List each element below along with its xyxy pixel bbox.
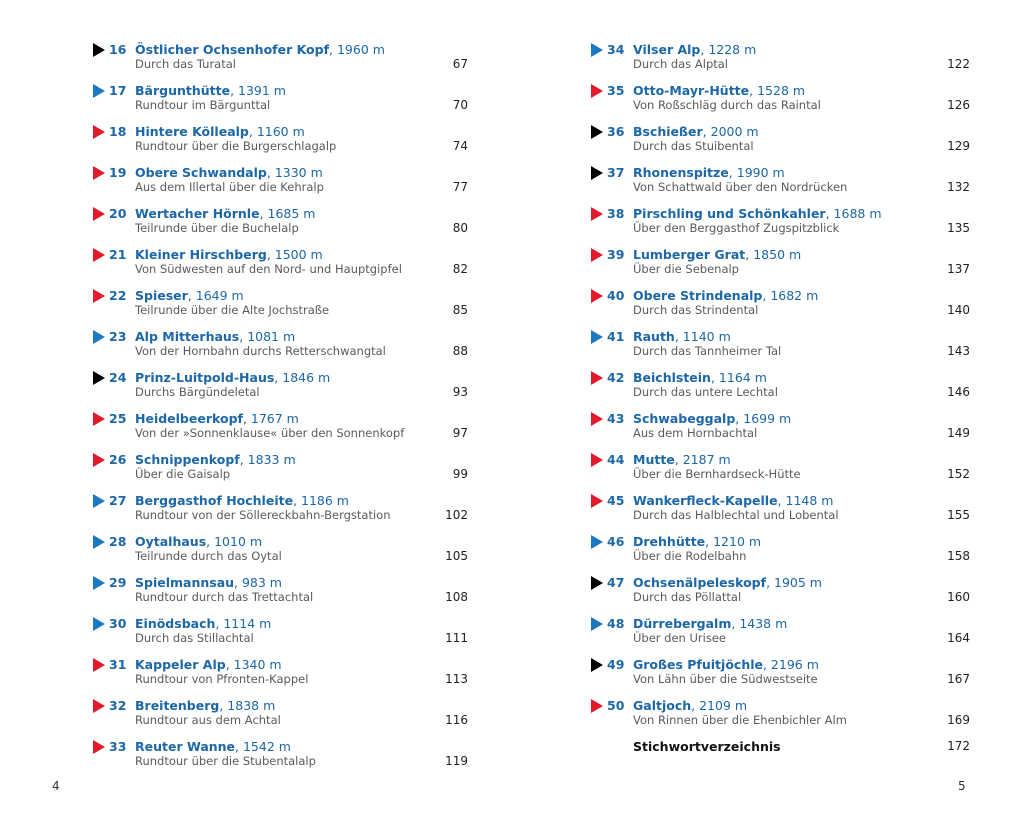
toc-entry[interactable] [92,407,562,448]
tour-page-number: 135 [947,221,970,235]
toc-entry[interactable] [92,202,562,243]
difficulty-triangle-icon [591,166,603,180]
tour-subtitle: Teilrunde über die Buchelalp [135,221,299,235]
tour-altitude: , 1682 m [762,288,819,303]
tour-altitude: , 1850 m [745,247,802,262]
tour-name: Schnippenkopf [135,452,240,467]
toc-entry[interactable] [92,120,562,161]
difficulty-triangle-icon [93,494,105,508]
tour-altitude: , 1960 m [329,42,385,57]
tour-subtitle: Von Schattwald über den Nordrücken [633,180,848,194]
tour-name: Großes Pfuitjöchle [633,657,763,672]
difficulty-triangle-icon [591,289,603,303]
toc-entry[interactable] [590,38,970,79]
tour-number: 22 [109,288,127,303]
tour-altitude: , 1330 m [266,165,323,180]
tour-subtitle: Rundtour im Bärgunttal [135,98,271,112]
difficulty-triangle-icon [591,412,603,426]
difficulty-triangle-icon [93,207,105,221]
tour-page-number: 74 [452,139,468,153]
tour-page-number: 116 [445,713,468,727]
tour-name: Lumberger Grat [633,247,746,262]
tour-subtitle: Über die Gaisalp [135,467,231,481]
tour-title [633,83,805,98]
tour-page-number: 149 [947,426,970,440]
tour-page-number: 167 [947,672,970,686]
page-number-left: 4 [52,779,60,793]
tour-number: 38 [607,206,625,221]
tour-page-number: 88 [452,344,468,358]
tour-title [135,616,271,631]
page-number-right: 5 [958,779,966,793]
tour-page-number: 129 [947,139,970,153]
tour-number: 21 [109,247,127,262]
toc-entry[interactable] [590,653,970,694]
tour-subtitle: Durch das Alptal [633,57,728,71]
tour-number: 44 [607,452,625,467]
difficulty-triangle-icon [591,658,603,672]
tour-subtitle: Rundtour durch das Trettachtal [135,590,314,604]
toc-entry[interactable] [92,694,562,735]
tour-title [135,288,244,303]
tour-title [135,575,282,590]
tour-title [633,452,731,467]
tour-number: 16 [109,42,127,57]
tour-page-number: 99 [452,467,468,481]
difficulty-triangle-icon [591,371,603,385]
toc-entry[interactable] [92,161,562,202]
difficulty-triangle-icon [591,576,603,590]
tour-subtitle: Von Lähn über die Südwestseite [633,672,818,686]
tour-altitude: , 1081 m [239,329,296,344]
difficulty-triangle-icon [93,125,105,139]
tour-page-number: 155 [947,508,970,522]
tour-name: Einödsbach [135,616,216,631]
tour-name: Bschießer [633,124,703,139]
tour-number: 49 [607,657,625,672]
tour-title [633,165,785,180]
toc-entry[interactable] [590,448,970,489]
toc-right-page [590,38,970,776]
toc-entry[interactable] [590,202,970,243]
tour-page-number: 85 [452,303,468,317]
tour-altitude: , 1140 m [674,329,731,344]
difficulty-triangle-icon [93,453,105,467]
tour-number: 47 [607,575,625,590]
tour-title [135,83,286,98]
tour-name: Obere Schwandalp [135,165,267,180]
tour-title [135,206,316,221]
tour-altitude: , 1438 m [731,616,788,631]
tour-subtitle: Durchs Bärgündeletal [135,385,260,399]
toc-entry[interactable] [92,366,562,407]
tour-name: Wertacher Hörnle [135,206,260,221]
tour-subtitle: Von der Hornbahn durchs Retterschwangtal [135,344,386,358]
tour-altitude: , 1905 m [766,575,822,590]
tour-subtitle: Durch das Strindental [633,303,759,317]
difficulty-triangle-icon [93,43,105,57]
difficulty-triangle-icon [591,125,603,139]
tour-title [633,534,761,549]
tour-number: 46 [607,534,625,549]
tour-title [633,493,833,508]
tour-subtitle: Von der »Sonnenklause« über den Sonnenkopf [135,426,405,440]
tour-subtitle: Über die Rodelbahn [633,549,747,563]
tour-altitude: , 1186 m [293,493,349,508]
tour-number: 40 [607,288,625,303]
tour-name: Hintere Köllealp [135,124,249,139]
difficulty-triangle-icon [93,248,105,262]
tour-title [633,329,731,344]
tour-number: 24 [109,370,127,385]
tour-name: Dürrebergalm [633,616,732,631]
difficulty-triangle-icon [93,535,105,549]
tour-title [135,411,299,426]
tour-title [135,165,323,180]
toc-entry[interactable] [92,653,562,694]
tour-page-number: 93 [452,385,468,399]
tour-title [135,329,295,344]
tour-name: Obere Strindenalp [633,288,763,303]
tour-name: Oytalhaus [135,534,207,549]
tour-name: Drehhütte [633,534,706,549]
tour-subtitle: Aus dem Hornbachtal [633,426,758,440]
tour-title [135,370,330,385]
tour-name: Östlicher Ochsenhofer Kopf [135,42,330,57]
tour-number: 42 [607,370,625,385]
tour-altitude: , 1833 m [239,452,296,467]
tour-number: 43 [607,411,625,426]
toc-entry[interactable] [92,612,562,653]
tour-altitude: , 1164 m [710,370,767,385]
tour-subtitle: Rundtour aus dem Achtal [135,713,281,727]
tour-altitude: , 2000 m [702,124,759,139]
tour-subtitle: Teilrunde über die Alte Jochstraße [135,303,330,317]
tour-subtitle: Über den Berggasthof Zugspitzblick [633,221,840,235]
tour-name: Rauth [633,329,675,344]
difficulty-triangle-icon [93,740,105,754]
tour-name: Alp Mitterhaus [135,329,240,344]
difficulty-triangle-icon [591,535,603,549]
tour-page-number: 119 [445,754,468,768]
tour-name: Schwabeggalp [633,411,736,426]
difficulty-triangle-icon [93,330,105,344]
tour-title [135,124,305,139]
difficulty-triangle-icon [591,84,603,98]
toc-entry[interactable] [92,735,562,776]
toc-entry[interactable] [92,571,562,612]
tour-title [135,452,296,467]
tour-title [633,575,822,590]
tour-subtitle: Teilrunde durch das Oytal [135,549,282,563]
tour-subtitle: Über die Sebenalp [633,262,739,276]
tour-page-number: 111 [445,631,468,645]
tour-number: 19 [109,165,127,180]
tour-number: 37 [607,165,625,180]
tour-title [135,247,323,262]
index-page-number: 172 [947,739,970,753]
tour-subtitle: Durch das Stillachtal [135,631,254,645]
tour-title [135,493,349,508]
tour-subtitle: Rundtour über die Burgerschlagalp [135,139,337,153]
tour-subtitle: Durch das Tannheimer Tal [633,344,782,358]
tour-altitude: , 1114 m [215,616,272,631]
toc-entry[interactable] [92,243,562,284]
tour-name: Reuter Wanne [135,739,236,754]
tour-name: Kappeler Alp [135,657,226,672]
tour-page-number: 113 [445,672,468,686]
tour-altitude: , 1500 m [266,247,323,262]
tour-altitude: , 1528 m [749,83,806,98]
tour-name: Spielmannsau [135,575,235,590]
difficulty-triangle-icon [591,494,603,508]
toc-entry[interactable] [590,694,970,735]
tour-altitude: , 983 m [234,575,282,590]
toc-entry[interactable] [92,284,562,325]
toc-entry[interactable] [92,489,562,530]
tour-name: Rhonenspitze [633,165,729,180]
tour-title [633,42,756,57]
tour-altitude: , 1228 m [700,42,757,57]
toc-entry[interactable] [590,612,970,653]
tour-altitude: , 1160 m [248,124,305,139]
tour-page-number: 146 [947,385,970,399]
tour-page-number: 169 [947,713,970,727]
tour-altitude: , 1838 m [219,698,276,713]
tour-page-number: 97 [452,426,468,440]
tour-page-number: 158 [947,549,970,563]
tour-page-number: 108 [445,590,468,604]
toc-entry[interactable] [92,530,562,571]
difficulty-triangle-icon [93,412,105,426]
tour-altitude: , 1391 m [230,83,286,98]
tour-title [633,657,819,672]
tour-altitude: , 1990 m [728,165,785,180]
difficulty-triangle-icon [93,658,105,672]
tour-title [135,657,282,672]
tour-number: 33 [109,739,127,754]
tour-altitude: , 2196 m [762,657,819,672]
tour-page-number: 105 [445,549,468,563]
tour-altitude: , 2187 m [674,452,731,467]
index-title [633,739,781,754]
tour-altitude: , 1767 m [242,411,299,426]
tour-number: 35 [607,83,625,98]
tour-page-number: 132 [947,180,970,194]
tour-altitude: , 1010 m [206,534,263,549]
tour-name: Beichlstein [633,370,711,385]
tour-page-number: 67 [452,57,468,71]
tour-page-number: 122 [947,57,970,71]
tour-page-number: 160 [947,590,970,604]
difficulty-triangle-icon [93,166,105,180]
toc-entry[interactable] [590,407,970,448]
tour-number: 36 [607,124,625,139]
tour-page-number: 143 [947,344,970,358]
tour-name: Wankerfleck-Kapelle [633,493,778,508]
tour-title [135,534,262,549]
tour-number: 48 [607,616,625,631]
tour-page-number: 77 [452,180,468,194]
tour-altitude: , 1688 m [825,206,882,221]
toc-entry[interactable] [590,120,970,161]
difficulty-triangle-icon [591,207,603,221]
toc-entry[interactable] [590,530,970,571]
difficulty-triangle-icon [93,371,105,385]
toc-entry[interactable] [590,571,970,612]
tour-altitude: , 1685 m [259,206,316,221]
tour-altitude: , 1542 m [235,739,291,754]
index-label: Stichwortverzeichnis [633,739,781,754]
toc-entry[interactable] [590,284,970,325]
tour-name: Pirschling und Schönkahler [633,206,826,221]
tour-title [633,616,787,631]
tour-subtitle: Über die Bernhardseck-Hütte [633,467,801,481]
tour-page-number: 102 [445,508,468,522]
tour-altitude: , 1649 m [187,288,244,303]
tour-subtitle: Von Roßschläg durch das Raintal [633,98,821,112]
toc-entry[interactable] [590,366,970,407]
tour-altitude: , 1699 m [735,411,792,426]
tour-page-number: 82 [452,262,468,276]
tour-number: 26 [109,452,127,467]
tour-title [135,42,385,57]
tour-name: Vilser Alp [633,42,701,57]
tour-subtitle: Durch das Halblechtal und Lobental [633,508,839,522]
tour-number: 30 [109,616,127,631]
toc-entry[interactable] [590,489,970,530]
tour-subtitle: Über den Urisee [633,631,726,645]
tour-title [633,247,801,262]
toc-entry[interactable] [92,448,562,489]
tour-name: Spieser [135,288,188,303]
toc-entry[interactable] [92,79,562,120]
tour-page-number: 137 [947,262,970,276]
difficulty-triangle-icon [591,43,603,57]
toc-entry[interactable] [92,325,562,366]
difficulty-triangle-icon [93,576,105,590]
tour-name: Berggasthof Hochleite [135,493,294,508]
difficulty-triangle-icon [93,617,105,631]
tour-subtitle: Rundtour von Pfronten-Kappel [135,672,309,686]
tour-subtitle: Durch das untere Lechtal [633,385,778,399]
tour-name: Otto-Mayr-Hütte [633,83,750,98]
tour-name: Bärgunthütte [135,83,231,98]
toc-entry[interactable] [590,79,970,120]
tour-title [633,370,767,385]
tour-page-number: 164 [947,631,970,645]
tour-title [633,206,882,221]
tour-subtitle: Durch das Turatal [135,57,236,71]
tour-subtitle: Rundtour von der Söllereckbahn-Bergstation [135,508,391,522]
tour-number: 45 [607,493,625,508]
tour-title [135,698,275,713]
tour-number: 39 [607,247,625,262]
difficulty-triangle-icon [591,453,603,467]
tour-name: Kleiner Hirschberg [135,247,267,262]
tour-altitude: , 2109 m [691,698,748,713]
tour-number: 25 [109,411,127,426]
difficulty-triangle-icon [591,617,603,631]
toc-entry[interactable] [92,38,562,79]
tour-title [135,739,291,754]
tour-number: 17 [109,83,127,98]
tour-altitude: , 1148 m [777,493,834,508]
tour-number: 18 [109,124,127,139]
tour-page-number: 70 [452,98,468,112]
tour-number: 50 [607,698,625,713]
difficulty-triangle-icon [591,330,603,344]
difficulty-triangle-icon [591,248,603,262]
toc-entry-index[interactable] [590,735,970,776]
tour-altitude: , 1210 m [705,534,762,549]
tour-number: 34 [607,42,625,57]
tour-number: 20 [109,206,127,221]
toc-entry[interactable] [590,243,970,284]
difficulty-triangle-icon [93,699,105,713]
tour-title [633,411,791,426]
tour-subtitle: Durch das Pöllattal [633,590,742,604]
tour-name: Mutte [633,452,675,467]
toc-entry[interactable] [590,161,970,202]
difficulty-triangle-icon [93,289,105,303]
difficulty-triangle-icon [93,84,105,98]
tour-subtitle: Durch das Stuibental [633,139,754,153]
tour-number: 32 [109,698,127,713]
tour-number: 28 [109,534,127,549]
tour-altitude: , 1846 m [274,370,331,385]
tour-altitude: , 1340 m [225,657,282,672]
tour-subtitle: Von Südwesten auf den Nord- und Hauptgipfel [135,262,402,276]
tour-name: Breitenberg [135,698,220,713]
tour-name: Ochsenälpeleskopf [633,575,767,590]
tour-subtitle: Rundtour über die Stubentalalp [135,754,316,768]
tour-page-number: 80 [452,221,468,235]
difficulty-triangle-icon [591,699,603,713]
tour-subtitle: Von Rinnen über die Ehenbichler Alm [633,713,847,727]
toc-entry[interactable] [590,325,970,366]
tour-number: 27 [109,493,127,508]
tour-page-number: 152 [947,467,970,481]
tour-name: Heidelbeerkopf [135,411,243,426]
tour-title [633,288,818,303]
tour-name: Prinz-Luitpold-Haus [135,370,275,385]
tour-title [633,698,747,713]
tour-number: 31 [109,657,127,672]
tour-page-number: 140 [947,303,970,317]
tour-title [633,124,759,139]
tour-number: 41 [607,329,625,344]
tour-page-number: 126 [947,98,970,112]
tour-number: 29 [109,575,127,590]
tour-subtitle: Aus dem Illertal über die Kehralp [135,180,324,194]
tour-number: 23 [109,329,127,344]
tour-name: Galtjoch [633,698,692,713]
toc-left-page [92,38,562,776]
